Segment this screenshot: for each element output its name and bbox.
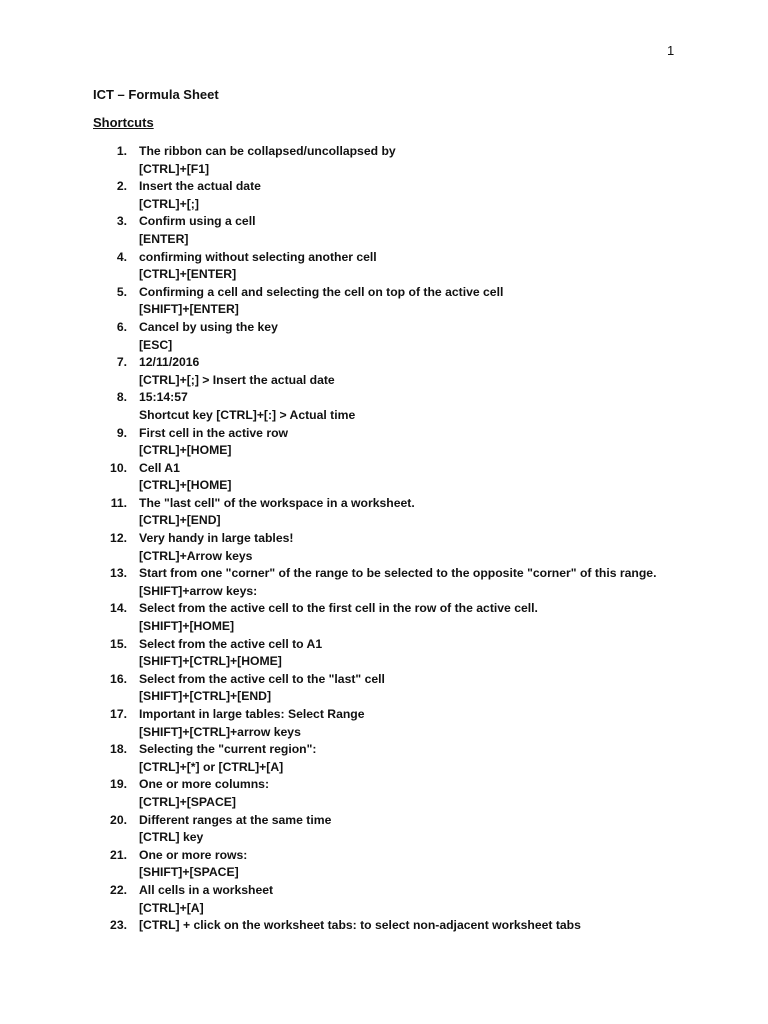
list-item-shortcut: [SHIFT]+arrow keys: xyxy=(139,583,258,598)
list-item-number: 7. xyxy=(116,355,127,370)
list-item-number: 14. xyxy=(110,601,127,616)
list-item-description: 12/11/2016 xyxy=(139,355,200,370)
list-item-shortcut: [CTRL]+[A] xyxy=(139,900,204,915)
list-item-number: 19. xyxy=(110,777,127,792)
list-item-shortcut: [SHIFT]+[CTRL]+[HOME] xyxy=(139,654,282,669)
list-item-number: 20. xyxy=(110,812,127,827)
list-item-number: 9. xyxy=(116,425,127,440)
list-item-shortcut: [SHIFT]+[CTRL]+arrow keys xyxy=(139,724,301,739)
list-item-shortcut: [CTRL]+[HOME] xyxy=(139,478,232,493)
list-item-shortcut: [CTRL]+[SPACE] xyxy=(139,794,236,809)
document-title: ICT – Formula Sheet xyxy=(93,87,219,102)
page-number: 1 xyxy=(667,43,675,58)
list-item-shortcut: [CTRL]+[;] xyxy=(139,196,199,211)
list-item-description: Select from the active cell to A1 xyxy=(139,636,323,651)
list-item-number: 22. xyxy=(110,882,127,897)
list-item-shortcut: [CTRL]+[F1] xyxy=(139,161,210,176)
list-item-number: 16. xyxy=(110,671,127,686)
list-item-description: Select from the active cell to the first cell in the row of the active cell. xyxy=(139,601,538,616)
list-item-shortcut: [ENTER] xyxy=(139,231,189,246)
list-item-shortcut: [CTRL]+[HOME] xyxy=(139,443,232,458)
list-item-number: 8. xyxy=(116,390,127,405)
list-item-description: Cancel by using the key xyxy=(139,319,278,334)
list-item-description: Selecting the "current region": xyxy=(139,742,317,757)
section-heading-shortcuts: Shortcuts xyxy=(93,115,154,130)
list-item-number: 1. xyxy=(116,144,127,158)
list-item-shortcut: [ESC] xyxy=(139,337,173,352)
list-item-description: Select from the active cell to the "last" cell xyxy=(139,671,385,686)
list-item-number: 10. xyxy=(110,460,127,475)
list-item-number: 17. xyxy=(110,707,127,721)
list-item-number: 15. xyxy=(110,636,127,651)
list-item-shortcut: [CTRL]+Arrow keys xyxy=(139,548,253,563)
list-item-description: confirming without selecting another cell xyxy=(139,249,377,264)
list-item-number: 2. xyxy=(116,179,127,194)
list-item-description: Confirming a cell and selecting the cell on top of the active cell xyxy=(139,284,504,299)
list-item-shortcut: [CTRL] key xyxy=(139,830,204,845)
list-item-description: Confirm using a cell xyxy=(139,214,256,229)
list-item-number: 6. xyxy=(116,319,127,334)
list-item-description: Important in large tables: Select Range xyxy=(139,707,365,721)
list-item-description: The ribbon can be collapsed/uncollapsed by xyxy=(139,144,396,158)
list-item-description: The "last cell" of the workspace in a worksheet. xyxy=(139,495,415,510)
list-item-number: 4. xyxy=(116,249,127,264)
list-item-description: Start from one "corner" of the range to be selected to the opposite "corner" of this range. xyxy=(139,566,657,581)
list-item-description: First cell in the active row xyxy=(139,425,289,440)
list-item-number: 3. xyxy=(116,214,127,229)
list-item-shortcut: [SHIFT]+[SPACE] xyxy=(139,865,239,880)
list-item-number: 5. xyxy=(116,284,127,299)
list-item-description: Different ranges at the same time xyxy=(139,812,332,827)
list-item-description: All cells in a worksheet xyxy=(139,882,274,897)
list-item-description: Very handy in large tables! xyxy=(139,531,294,546)
list-item-shortcut: [SHIFT]+[ENTER] xyxy=(139,302,239,317)
list-item-number: 13. xyxy=(110,566,127,581)
list-item-shortcut: [SHIFT]+[HOME] xyxy=(139,619,235,634)
list-item-description: [CTRL] + click on the worksheet tabs: to select non-adjacent worksheet tabs xyxy=(139,918,581,933)
list-item-number: 12. xyxy=(110,531,127,546)
list-item-number: 23. xyxy=(110,918,127,933)
list-item-description: Insert the actual date xyxy=(139,179,261,194)
list-item-number: 21. xyxy=(110,847,127,862)
list-item-shortcut: [CTRL]+[;] > Insert the actual date xyxy=(139,372,335,387)
list-item-description: One or more rows: xyxy=(139,847,248,862)
list-item-shortcut: Shortcut key [CTRL]+[:] > Actual time xyxy=(139,407,356,422)
list-item-shortcut: [CTRL]+[END] xyxy=(139,513,221,528)
list-item-shortcut: [SHIFT]+[CTRL]+[END] xyxy=(139,689,272,704)
list-item-shortcut: [CTRL]+[ENTER] xyxy=(139,267,237,282)
list-item-description: One or more columns: xyxy=(139,777,270,792)
list-item-shortcut: [CTRL]+[*] or [CTRL]+[A] xyxy=(139,759,284,774)
list-item-description: 15:14:57 xyxy=(139,390,188,405)
list-item-number: 18. xyxy=(110,742,127,757)
list-item-number: 11. xyxy=(110,495,127,510)
list-item-description: Cell A1 xyxy=(139,460,180,475)
